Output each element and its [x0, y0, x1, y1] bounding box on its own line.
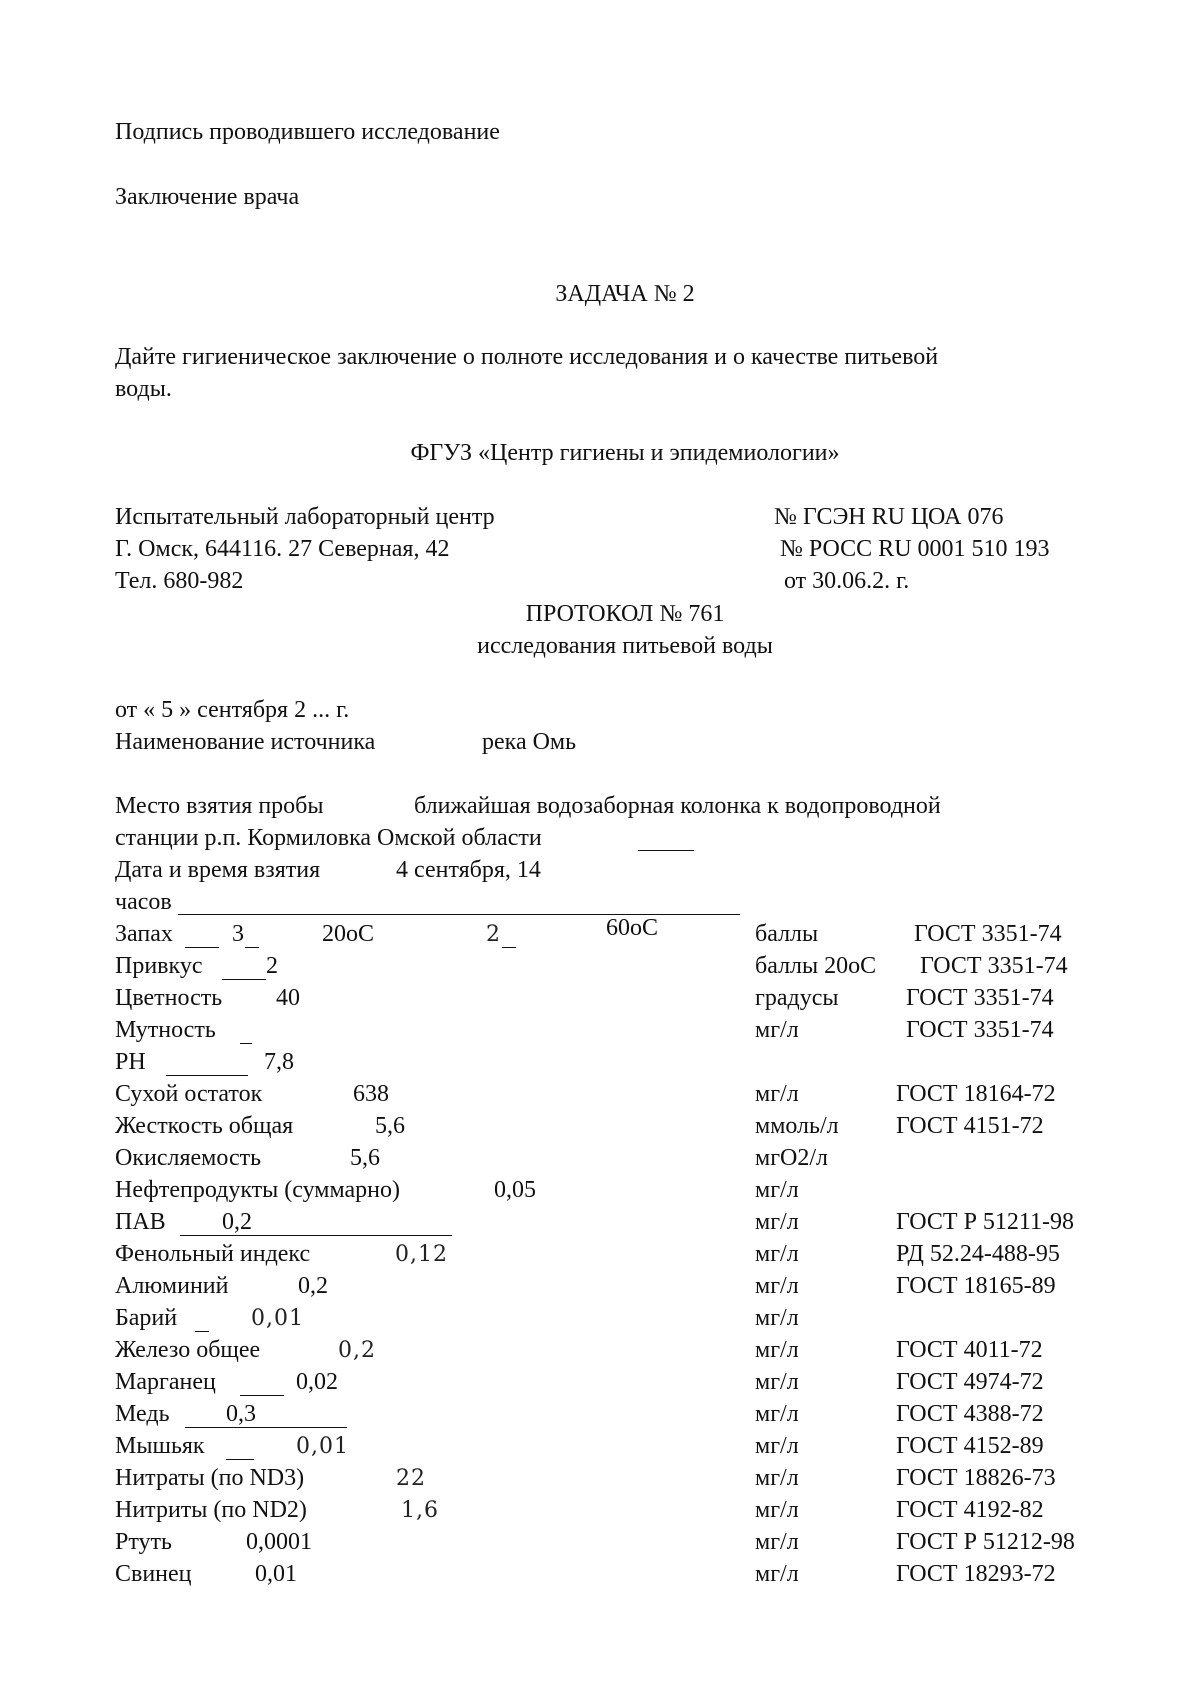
row-value: 0,12: [395, 1242, 448, 1267]
lab-name: Испытательный лабораторный центр: [115, 504, 495, 530]
row-underline: [240, 1043, 252, 1044]
source-label: Наименование источника: [115, 729, 376, 755]
row-method: ГОСТ 18165-89: [896, 1273, 1056, 1299]
row-unit: мг/л: [755, 1273, 799, 1299]
row-label: Мутность: [115, 1017, 216, 1043]
row-value: 0,2: [338, 1338, 376, 1363]
accreditation-date: от 30.06.2. г.: [784, 568, 910, 594]
row-label: Мышьяк: [115, 1433, 205, 1459]
row-value: 0,0001: [246, 1529, 312, 1555]
lab-phone: Тел. 680-982: [115, 568, 244, 594]
row-unit: мг/л: [755, 1017, 799, 1043]
row-method: ГОСТ 18826-73: [896, 1465, 1056, 1491]
signature-label: Подпись проводившего исследование: [115, 119, 500, 145]
row-value: 0,2: [298, 1273, 328, 1299]
row-value: 0,01: [251, 1306, 304, 1331]
protocol-title: ПРОТОКОЛ № 761: [525, 601, 725, 627]
row-value: 0,01: [255, 1561, 297, 1587]
row-label: Нефтепродукты (суммарно): [115, 1177, 400, 1203]
organization-name: ФГУЗ «Центр гигиены и эпидемиологии»: [410, 440, 840, 466]
row-label: Железо общее: [115, 1337, 261, 1363]
row-value: 5,6: [350, 1145, 380, 1171]
row-method: ГОСТ 3351-74: [920, 953, 1068, 979]
row-unit: мг/л: [755, 1561, 799, 1587]
row-underline: [180, 1235, 452, 1236]
row-value: 0,05: [494, 1177, 536, 1203]
smell-temp-60: 60оС: [606, 915, 659, 941]
row-method: ГОСТ 4011-72: [896, 1337, 1043, 1363]
row-label: Свинец: [115, 1561, 192, 1587]
row-label: ПАВ: [115, 1209, 166, 1235]
datetime-value: 4 сентября, 14: [396, 857, 541, 883]
row-underline: [240, 1395, 284, 1396]
row-label: Алюминий: [115, 1273, 229, 1299]
task-title: ЗАДАЧА № 2: [555, 281, 695, 307]
row-value: 5,6: [375, 1113, 405, 1139]
row-method: ГОСТ 4388-72: [896, 1401, 1044, 1427]
row-value: 0,02: [296, 1369, 338, 1395]
row-value: 638: [353, 1081, 389, 1107]
smell-value-20: 3: [232, 921, 244, 947]
row-label: Сухой остаток: [115, 1081, 263, 1107]
row-underline: [195, 1331, 209, 1332]
task-text-line2: воды.: [115, 376, 172, 402]
accreditation-number-2: № РОСС RU 0001 510 193: [780, 536, 1050, 562]
row-method: ГОСТ Р 51211-98: [896, 1209, 1075, 1235]
row-unit: градусы: [755, 985, 839, 1011]
row-unit: мг/л: [755, 1081, 799, 1107]
row-unit: мг/л: [755, 1177, 799, 1203]
row-unit: мг/л: [755, 1337, 799, 1363]
row-value: 0,2: [222, 1209, 252, 1235]
row-method: ГОСТ 4974-72: [896, 1369, 1044, 1395]
row-underline: [166, 1075, 248, 1076]
row-method: ГОСТ 3351-74: [906, 1017, 1054, 1043]
row-unit: мгО2/л: [755, 1145, 829, 1171]
place-underline: [638, 850, 694, 851]
row-unit: мг/л: [755, 1401, 799, 1427]
smell-underline-2: [245, 947, 259, 948]
place-value-line1: ближайшая водозаборная колонка к водопроводной: [414, 793, 941, 819]
smell-label: Запах: [115, 921, 173, 947]
row-method: ГОСТ 18164-72: [896, 1081, 1056, 1107]
row-underline: [185, 1427, 347, 1428]
row-label: Барий: [115, 1305, 178, 1331]
row-label: Нитраты (по ND3): [115, 1465, 305, 1491]
row-value: 7,8: [264, 1049, 294, 1075]
row-label: Привкус: [115, 953, 203, 979]
row-unit: мг/л: [755, 1465, 799, 1491]
protocol-date: от « 5 » сентября 2 ... г.: [115, 697, 350, 723]
row-label: Медь: [115, 1401, 170, 1427]
row-unit: мг/л: [755, 1369, 799, 1395]
row-unit: мг/л: [755, 1433, 799, 1459]
row-label: РН: [115, 1049, 146, 1075]
row-value: 22: [396, 1466, 426, 1491]
smell-unit: баллы: [755, 921, 819, 947]
row-unit: ммоль/л: [755, 1113, 839, 1139]
smell-temp-20: 20оС: [322, 921, 375, 947]
row-unit: мг/л: [755, 1497, 799, 1523]
datetime-label: Дата и время взятия: [115, 857, 321, 883]
row-unit: мг/л: [755, 1529, 799, 1555]
row-method: ГОСТ 4192-82: [896, 1497, 1044, 1523]
row-value: 0,3: [226, 1401, 256, 1427]
row-method: ГОСТ 3351-74: [906, 985, 1054, 1011]
source-value: река Омь: [482, 729, 577, 755]
row-unit: мг/л: [755, 1305, 799, 1331]
row-method: ГОСТ 18293-72: [896, 1561, 1056, 1587]
smell-underline-3: [502, 947, 516, 948]
row-label: Ртуть: [115, 1529, 172, 1555]
row-label: Цветность: [115, 985, 223, 1011]
row-value: 2: [266, 953, 278, 979]
smell-method: ГОСТ 3351-74: [914, 921, 1062, 947]
row-value: 1,6: [401, 1498, 439, 1523]
smell-underline-1: [185, 947, 219, 948]
row-method: ГОСТ 4151-72: [896, 1113, 1044, 1139]
row-underline: [226, 1459, 254, 1460]
row-label: Жесткость общая: [115, 1113, 294, 1139]
row-label: Фенольный индекс: [115, 1241, 311, 1267]
row-value: 0,01: [296, 1434, 349, 1459]
doctor-conclusion-label: Заключение врача: [115, 184, 300, 210]
hours-label: часов: [115, 889, 172, 915]
row-value: 40: [276, 985, 300, 1011]
smell-value-60: 2: [486, 922, 501, 947]
row-unit: мг/л: [755, 1209, 799, 1235]
place-value-line2: станции р.п. Кормиловка Омской области: [115, 825, 542, 851]
lab-address: Г. Омск, 644116. 27 Северная, 42: [115, 536, 450, 562]
row-unit: мг/л: [755, 1241, 799, 1267]
row-unit: баллы 20оС: [755, 953, 877, 979]
row-label: Марганец: [115, 1369, 216, 1395]
row-label: Окисляемость: [115, 1145, 262, 1171]
row-underline: [222, 979, 266, 980]
task-text-line1: Дайте гигиеническое заключение о полноте исследования и о качестве питьевой: [115, 344, 939, 370]
place-label: Место взятия пробы: [115, 793, 324, 819]
row-label: Нитриты (по ND2): [115, 1497, 307, 1523]
row-method: ГОСТ 4152-89: [896, 1433, 1044, 1459]
row-method: ГОСТ Р 51212-98: [896, 1529, 1075, 1555]
protocol-subtitle: исследования питьевой воды: [477, 633, 773, 659]
row-method: РД 52.24-488-95: [896, 1241, 1060, 1267]
accreditation-number-1: № ГСЭН RU ЦОА 076: [774, 504, 1004, 530]
